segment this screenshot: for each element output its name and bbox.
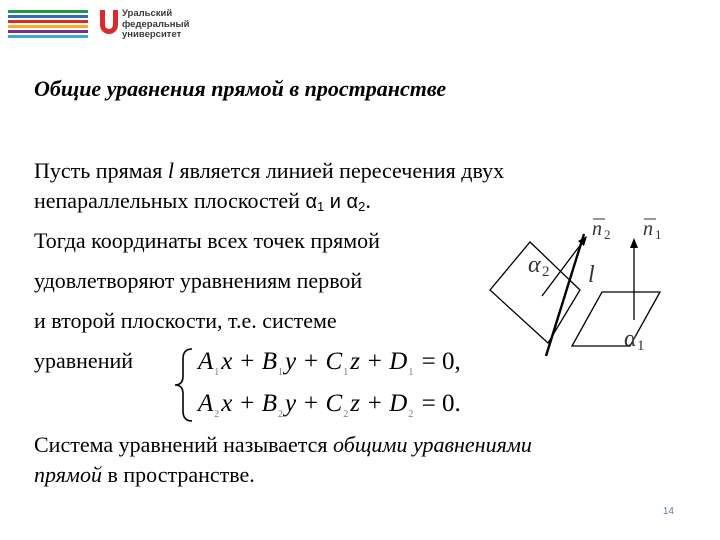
plane-1 [572, 292, 660, 346]
logo-bar [8, 25, 88, 28]
logo-bar [8, 20, 88, 23]
n1-label: n [643, 218, 653, 240]
logo-bar [8, 10, 88, 13]
text: является линией пересечения двух [173, 158, 505, 183]
subscript: 2 [358, 199, 366, 214]
eq-term: = 0. [415, 390, 461, 417]
closing-line-1 [34, 430, 532, 460]
n2-label: n [592, 218, 602, 240]
alpha1-label: α [624, 326, 637, 352]
eq-subscript: 1 [408, 367, 414, 378]
text: в пространстве. [101, 462, 255, 487]
university-name [122, 9, 189, 41]
italic-term: общими уравнениями [333, 432, 532, 457]
alpha2-subscript: 2 [542, 264, 550, 280]
n1-subscript: 1 [655, 227, 662, 242]
eq-subscript: 2 [343, 409, 349, 420]
logo-line: университет [122, 29, 182, 40]
subscript: 1 [317, 199, 325, 214]
text-line-4: удовлетворяют уравнениям первой [34, 268, 363, 293]
slide-title: Общие уравнения прямой в пространстве [34, 76, 447, 101]
page-number: 14 [662, 506, 674, 517]
alpha-symbol: α [346, 191, 359, 213]
text-line-3: Тогда координаты всех точек прямой [34, 228, 380, 253]
text: Система уравнений называется [34, 432, 334, 457]
equation-2 [198, 390, 461, 420]
logo-bar [8, 35, 88, 38]
eq-term: z + D [350, 390, 408, 417]
line-l-label: l [588, 262, 595, 288]
text-line-5: и второй плоскости, т.е. системе [34, 308, 337, 333]
eq-term: x + B [221, 390, 278, 417]
eq-subscript: 2 [214, 409, 220, 420]
eq-subscript: 2 [408, 409, 414, 420]
alpha-symbol: α [305, 191, 317, 213]
text: Пусть прямая [34, 158, 168, 183]
line-l [546, 234, 584, 356]
text: . [365, 188, 371, 213]
eq-subscript: 1 [214, 367, 220, 378]
text-line-1 [34, 156, 504, 186]
closing-line-2 [34, 460, 255, 490]
logo-bar [8, 15, 88, 18]
text-line-2 [34, 186, 371, 222]
text-line-6: уравнений [34, 348, 134, 373]
italic-term: прямой [34, 462, 102, 487]
logo-line: Уральский [122, 8, 173, 19]
planes-diagram [480, 210, 680, 360]
alpha2-label: α [528, 252, 541, 278]
n2-subscript: 2 [604, 227, 611, 242]
university-logo-icon [98, 8, 120, 38]
equation-1 [198, 348, 461, 378]
text: непараллельных плоскостей [34, 188, 306, 213]
eq-term: y + C [285, 390, 343, 417]
eq-term: A [198, 348, 214, 375]
eq-term: x + B [221, 348, 278, 375]
alpha1-subscript: 1 [637, 338, 645, 354]
equation-system [172, 346, 472, 424]
logo-bar [8, 30, 88, 33]
eq-subscript: 1 [343, 367, 349, 378]
eq-term: = 0, [415, 348, 461, 375]
logo-color-bars [8, 10, 88, 40]
text: и [324, 191, 347, 213]
eq-term: y + C [285, 348, 343, 375]
curly-brace-icon [172, 346, 196, 424]
eq-term: z + D [350, 348, 408, 375]
logo-line: федеральный [122, 18, 190, 30]
line-variable: l [167, 158, 174, 183]
eq-subscript: 1 [278, 367, 284, 378]
arrowhead-icon [630, 238, 638, 248]
eq-term: A [198, 390, 214, 417]
eq-subscript: 2 [278, 409, 284, 420]
